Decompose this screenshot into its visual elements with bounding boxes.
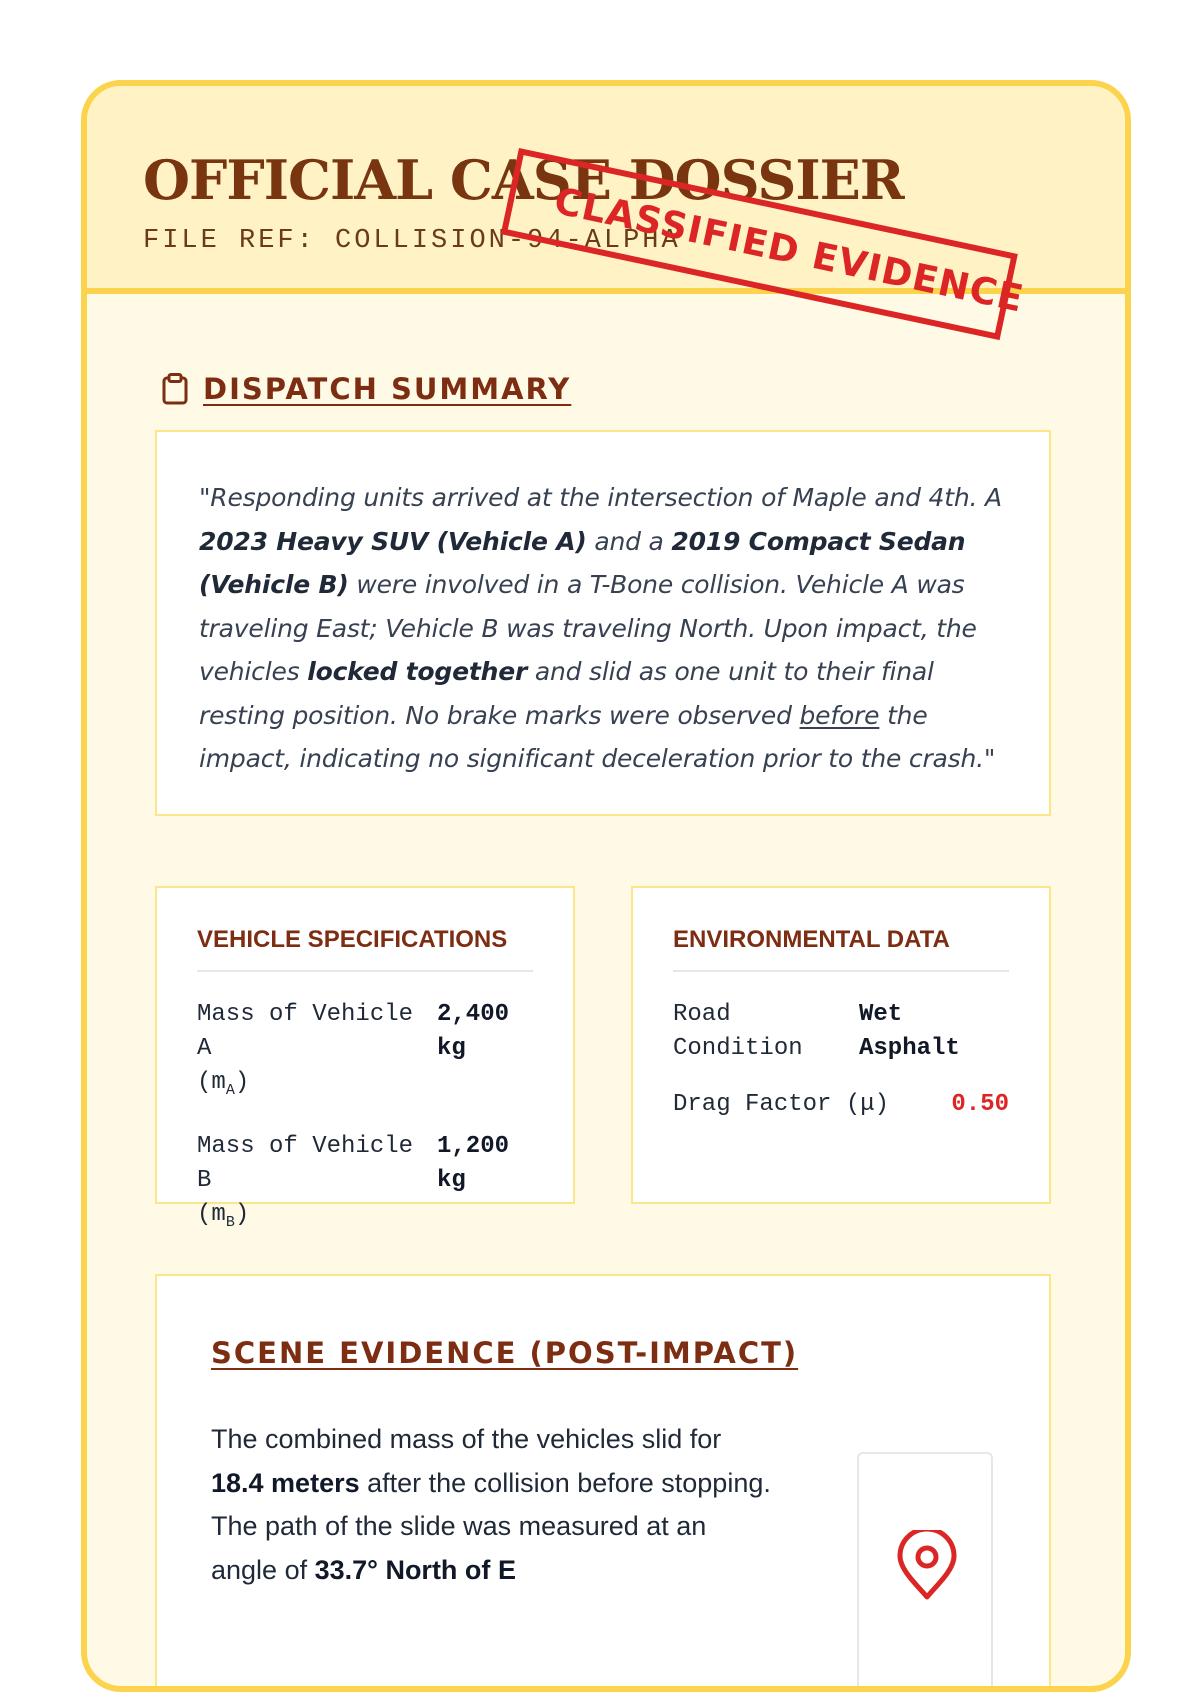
file-reference: FILE REF: COLLISION-94-ALPHA	[143, 226, 681, 256]
environmental-data-panel	[631, 886, 1051, 1204]
dispatch-quote-box	[155, 430, 1051, 816]
vehicle-b-highlight: 2019 Compact Sedan (Vehicle B)	[199, 526, 966, 599]
case-dossier-card	[81, 80, 1131, 1692]
dispatch-summary-title: DISPATCH SUMMARY	[203, 372, 572, 406]
environmental-data-title: ENVIRONMENTAL DATA	[673, 926, 1009, 972]
vehicle-specifications-panel	[155, 886, 575, 1231]
vehicle-a-highlight: 2023 Heavy SUV (Vehicle A)	[199, 526, 587, 556]
scene-evidence-text: The combined mass of the vehicles slid for 18.4 meters after the collision before stopping. The path of the slide was measured at an angle of 33.7° North of E	[211, 1424, 771, 1585]
spec-row-vehicle-a: Mass of Vehicle A $(m_A)$ 2,400 kg	[197, 1001, 510, 1099]
map-pin-icon	[895, 1530, 959, 1602]
slide-angle: 33.7° North of	[314, 1554, 491, 1585]
locked-together-highlight: locked together	[307, 657, 528, 686]
dispatch-summary-heading	[161, 372, 571, 406]
scene-evidence-title: SCENE EVIDENCE (POST-IMPACT)	[211, 1336, 799, 1370]
vehicle-specifications-title: VEHICLE SPECIFICATIONS	[197, 926, 533, 972]
scene-evidence-panel	[155, 1274, 1051, 1692]
clipboard-icon	[161, 373, 189, 405]
page-title: OFFICIAL CASE DOSSIER	[143, 148, 904, 212]
drag-factor-value: 0.50	[951, 1091, 1009, 1118]
env-row-road-condition: Road Condition Wet Asphalt	[673, 1001, 960, 1062]
scene-map-tile	[857, 1452, 993, 1692]
before-underline: before	[799, 700, 880, 730]
dossier-header	[87, 86, 1125, 321]
env-row-drag-factor: Drag Factor (μ) 0.50	[673, 1088, 1009, 1122]
classified-stamp: CLASSIFIED EVIDENCE	[501, 148, 1018, 340]
spec-row-vehicle-b: Mass of Vehicle B $(m_B)$ 1,200 kg	[197, 1132, 510, 1231]
dispatch-quote: "Responding units arrived at the intersection of Maple and 4th. A 2023 Heavy SUV (Vehicle A) and a 2019 Compact Sedan (Vehicle B) were involved in a T-Bone collision. Vehicle A was traveling East; Vehicle B was traveling North. Upon impact, the vehicles locked together and slid as one unit to their final resting position. No brake marks were observed before the impact, indicating no significant deceleration prior to the crash."	[199, 483, 1002, 773]
slide-distance: 18.4 meters	[211, 1467, 360, 1498]
